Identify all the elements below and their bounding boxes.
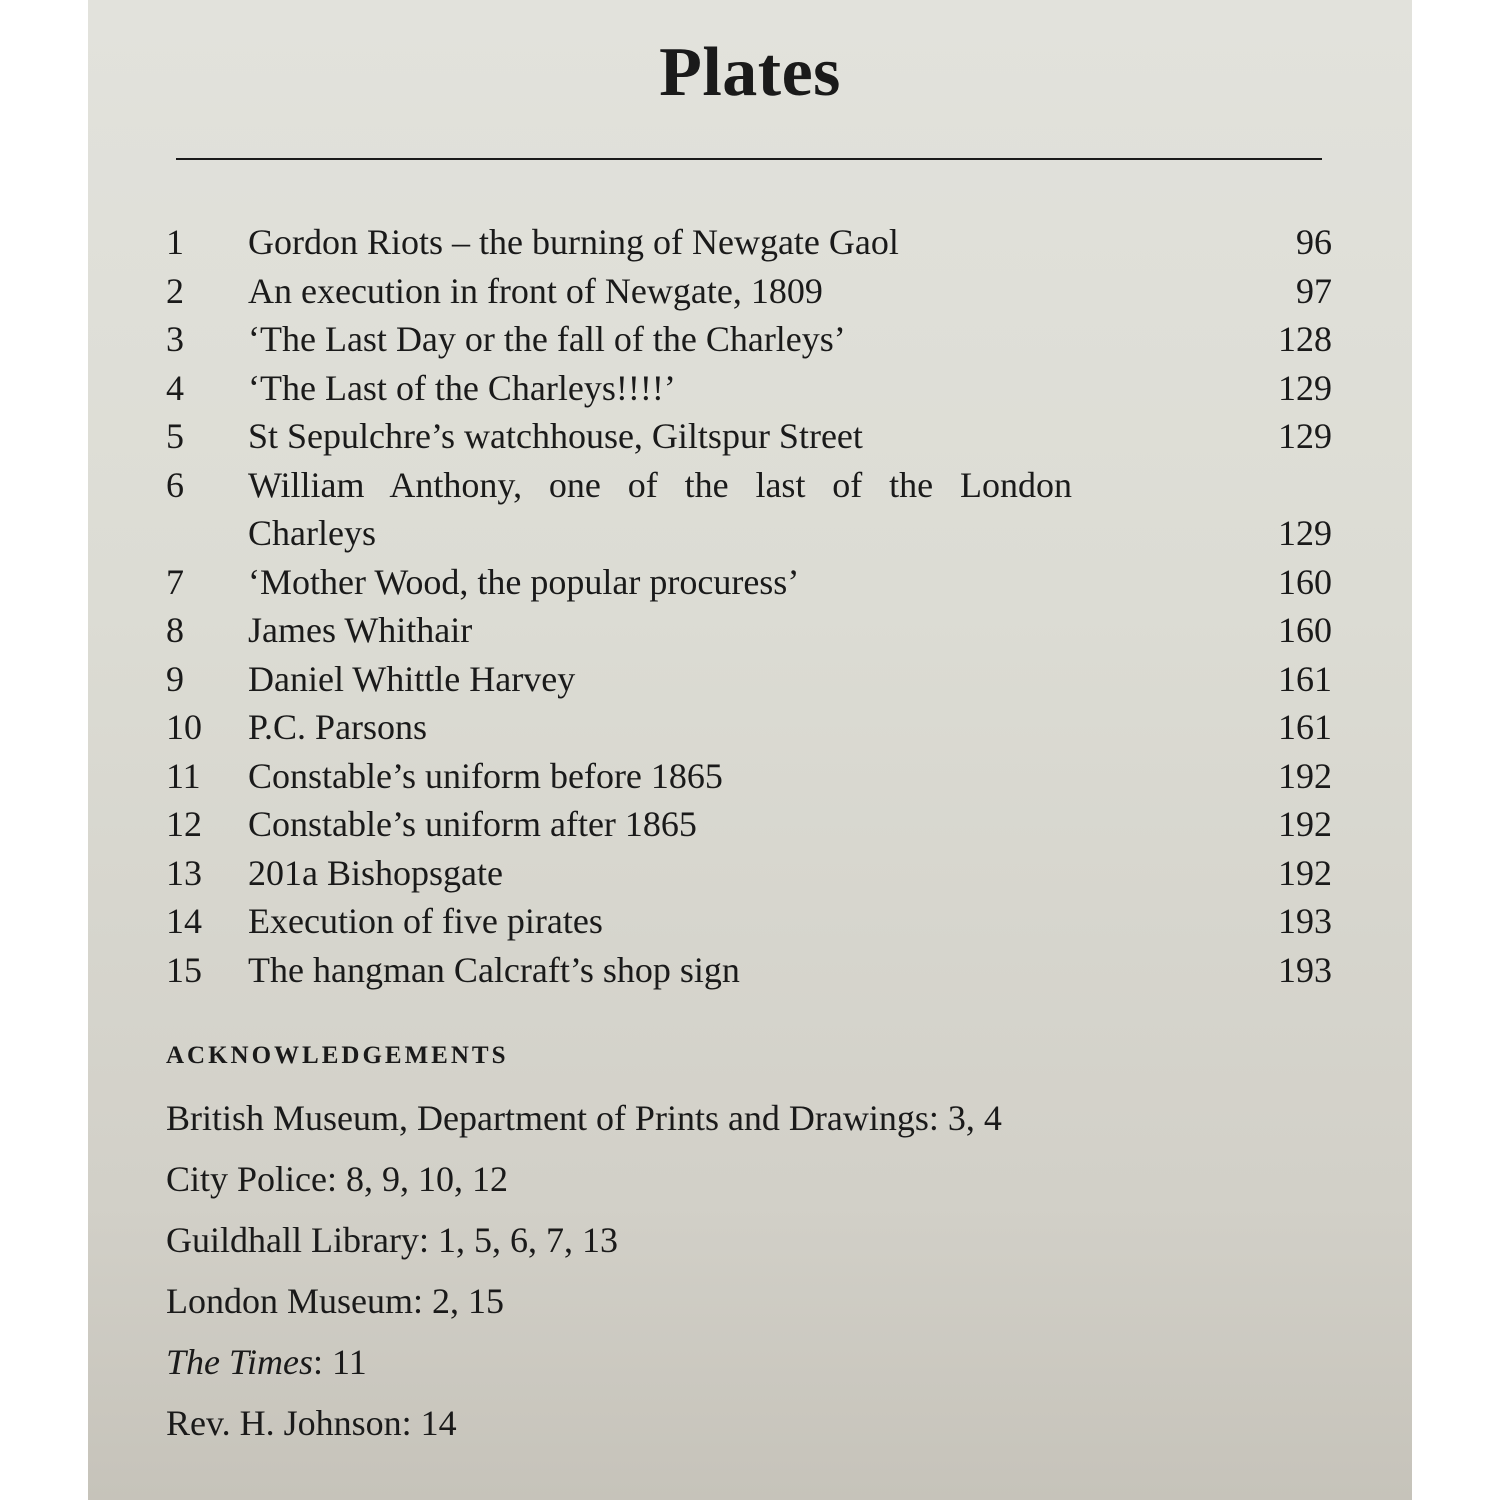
acknowledgements-heading: ACKNOWLEDGEMENTS [166,1042,509,1069]
plate-title: William Anthony, one of the last of the London [248,464,1072,505]
plate-title: P.C. Parsons [248,707,428,747]
plate-page: 193 [1278,901,1332,941]
ack-plates: : 8, 9, 10, 12 [327,1159,509,1199]
plate-number: 15 [166,949,202,990]
ack-plates: : 1, 5, 6, 7, 13 [418,1220,618,1260]
plate-number: 5 [166,416,184,456]
plate-page: 160 [1278,610,1332,650]
plate-row [162,849,1332,898]
plate-row [162,558,1332,607]
plate-number: 11 [166,755,201,796]
plate-number: 2 [166,270,184,311]
plate-row [162,218,1332,267]
plate-page: 129 [1278,513,1332,553]
plate-title-block [248,461,1332,558]
plate-page: 129 [1278,416,1332,456]
plate-page: 97 [1296,270,1332,311]
plate-page: 161 [1278,658,1332,699]
plate-title: 201a Bishopsgate [248,852,503,893]
title-rule [176,158,1322,160]
plate-number: 13 [166,852,202,893]
plate-title-continuation: Charleys [248,513,376,553]
ack-source: Rev. H. Johnson [166,1403,402,1443]
plate-number: 6 [166,464,184,505]
acknowledgement-item [166,1210,1346,1271]
plate-row [162,946,1332,995]
plate-title: Constable’s uniform after 1865 [248,804,697,844]
ack-source: The Times [166,1342,314,1382]
acknowledgement-item [166,1088,1346,1149]
ack-source: Guildhall Library [166,1220,419,1260]
plate-title: ‘The Last of the Charleys!!!!’ [248,367,676,408]
plate-title: Execution of five pirates [248,901,603,941]
plate-number: 9 [166,658,184,699]
plate-number: 3 [166,319,184,359]
plate-row [162,655,1332,704]
book-page [88,0,1412,1500]
plate-page: 192 [1278,804,1332,844]
plate-title: St Sepulchre’s watchhouse, Giltspur Street [248,416,863,456]
plate-title: Daniel Whittle Harvey [248,658,576,699]
plate-number: 8 [166,610,184,650]
ack-source: British Museum, Department of Prints and Drawings [166,1098,929,1138]
acknowledgements-list [166,1088,1346,1454]
acknowledgement-item [166,1149,1346,1210]
plate-row [162,364,1332,413]
plate-page: 160 [1278,561,1332,602]
acknowledgement-item [166,1271,1346,1332]
plate-row [162,800,1332,849]
page-title: Plates [659,34,841,111]
plate-row [162,897,1332,946]
plate-number: 14 [166,901,202,941]
plate-number: 1 [166,222,184,262]
ack-source: London Museum [166,1281,413,1321]
ack-plates: : 11 [313,1342,367,1382]
plate-number: 10 [166,707,202,747]
plate-row [162,703,1332,752]
ack-plates: : 3, 4 [928,1098,1002,1138]
acknowledgement-item [166,1332,1346,1393]
plate-title: ‘Mother Wood, the popular procuress’ [248,561,800,602]
plate-number: 12 [166,804,202,844]
plate-row [162,752,1332,801]
plate-row [162,315,1332,364]
ack-plates: : 2, 15 [413,1281,505,1321]
plate-page: 193 [1278,949,1332,990]
plate-title: ‘The Last Day or the fall of the Charleys’ [248,319,846,359]
plate-title: Constable’s uniform before 1865 [248,755,723,796]
plate-title: James Whithair [248,610,473,650]
acknowledgement-item [166,1393,1346,1454]
plate-page: 192 [1278,755,1332,796]
plate-title: An execution in front of Newgate, 1809 [248,270,823,311]
plate-page: 96 [1296,222,1332,262]
ack-plates: : 14 [401,1403,457,1443]
plate-row [162,606,1332,655]
plate-page: 128 [1278,319,1332,359]
plate-page: 192 [1278,852,1332,893]
plate-row [162,267,1332,316]
plates-list [162,218,1332,994]
plate-page: 161 [1278,707,1332,747]
plate-number: 4 [166,367,184,408]
plate-row [162,412,1332,461]
ack-source: City Police [166,1159,327,1199]
plate-title: Gordon Riots – the burning of Newgate Gaol [248,222,899,262]
plate-title: The hangman Calcraft’s shop sign [248,949,740,990]
plate-row [162,461,1332,558]
plate-page: 129 [1278,367,1332,408]
plate-number: 7 [166,561,184,602]
